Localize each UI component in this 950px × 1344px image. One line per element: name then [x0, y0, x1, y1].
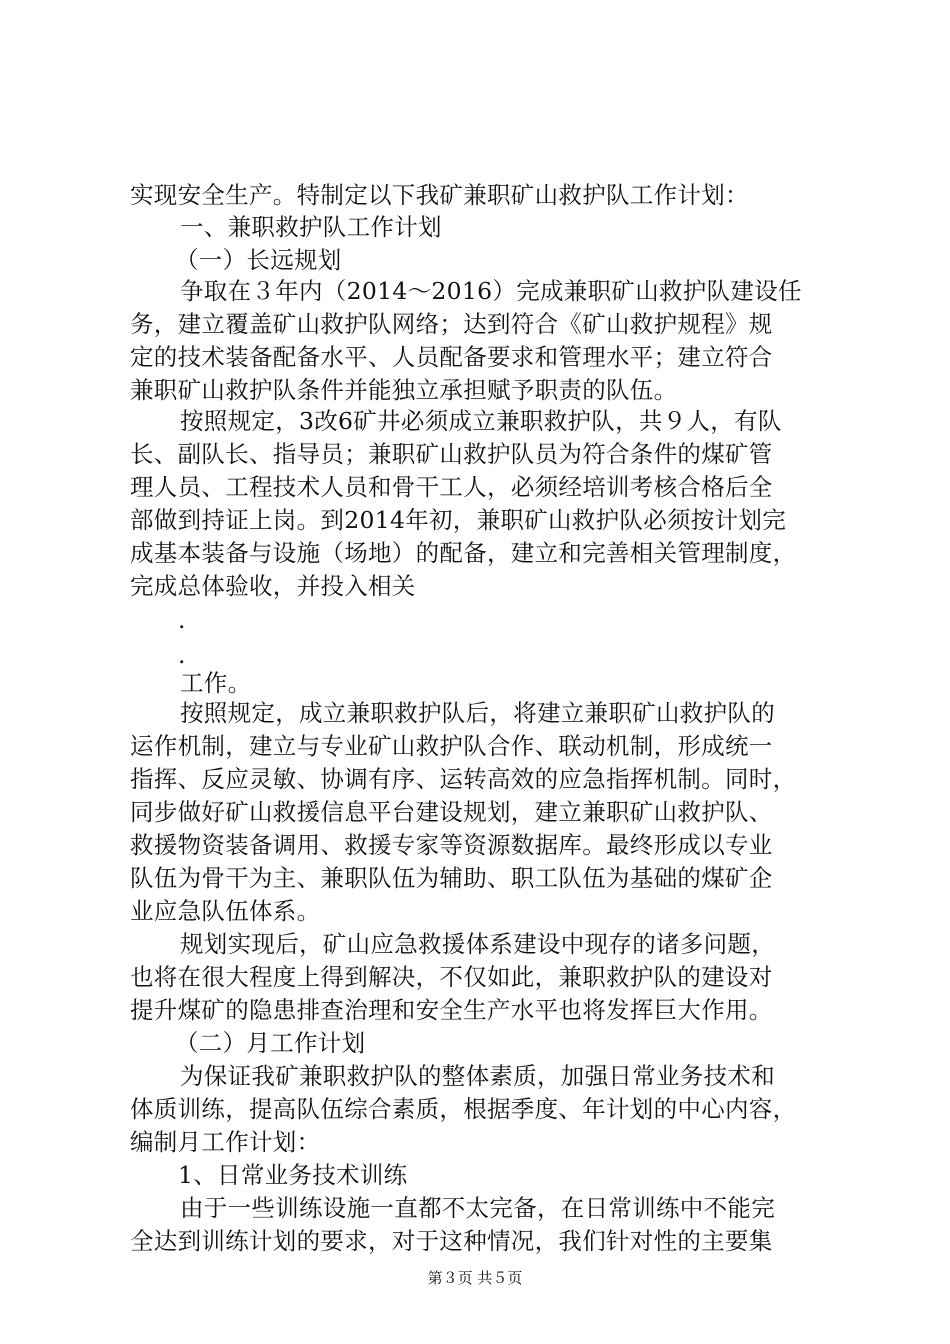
text-line: 理人员、工程技术人员和骨干工人，必须经培训考核合格后全 — [130, 473, 773, 501]
text-line: 指挥、反应灵敏、协调有序、运转高效的应急指挥机制。同时， — [130, 765, 797, 793]
text-line: 也将在很大程度上得到解决，不仅如此，兼职救护队的建设对 — [130, 963, 773, 991]
text-line: 完成总体验收，并投入相关 — [130, 572, 416, 600]
text-line: 长、副队长、指导员；兼职矿山救护队员为符合条件的煤矿管 — [130, 440, 773, 468]
text-line: 全达到训练计划的要求，对于这种情况，我们针对性的主要集 — [130, 1227, 773, 1255]
text-line: 一、兼职救护队工作计划 — [180, 213, 442, 241]
text-line: 业应急队伍体系。 — [130, 897, 321, 925]
page-footer: 第３页 共５页 — [427, 1269, 523, 1287]
text-line: 编制月工作计划： — [130, 1128, 321, 1156]
text-line: 争取在３年内（2014～2016）完成兼职矿山救护队建设任 — [180, 277, 802, 305]
text-line: 由于一些训练设施一直都不太完备，在日常训练中不能完 — [180, 1194, 775, 1222]
text-line: （二）月工作计划 — [175, 1029, 366, 1057]
text-line: 同步做好矿山救援信息平台建设规划，建立兼职矿山救护队、 — [130, 798, 773, 826]
text-line: 救援物资装备调用、救援专家等资源数据库。最终形成以专业 — [130, 831, 773, 859]
text-line: 按照规定，成立兼职救护队后，将建立兼职矿山救护队的 — [180, 699, 775, 727]
text-line: 按照规定，3改6矿井必须成立兼职救护队，共９人，有队 — [180, 407, 782, 435]
text-line: （一）长远规划 — [175, 246, 342, 274]
text-line: 实现安全生产。特制定以下我矿兼职矿山救护队工作计划： — [130, 181, 749, 209]
text-line: 部做到持证上岗。到2014年初，兼职矿山救护队必须按计划完 — [130, 506, 787, 534]
text-line: 队伍为骨干为主、兼职队伍为辅助、职工队伍为基础的煤矿企 — [130, 864, 773, 892]
text-line: 工作。 — [180, 669, 252, 697]
text-line: . — [178, 606, 186, 634]
text-line: 体质训练，提高队伍综合素质，根据季度、年计划的中心内容， — [130, 1095, 797, 1123]
text-line: 运作机制，建立与专业矿山救护队合作、联动机制，形成统一 — [130, 732, 773, 760]
text-line: 提升煤矿的隐患排查治理和安全生产水平也将发挥巨大作用。 — [130, 996, 773, 1024]
text-line: 成基本装备与设施（场地）的配备，建立和完善相关管理制度， — [130, 539, 797, 567]
text-line: 务，建立覆盖矿山救护队网络；达到符合《矿山救护规程》规 — [130, 310, 773, 338]
text-line: 定的技术装备配备水平、人员配备要求和管理水平；建立符合 — [130, 343, 773, 371]
text-line: 1、日常业务技术训练 — [178, 1161, 408, 1189]
text-line: 兼职矿山救护队条件并能独立承担赋予职责的队伍。 — [130, 376, 678, 404]
text-line: . — [178, 641, 186, 669]
text-line: 为保证我矿兼职救护队的整体素质，加强日常业务技术和 — [180, 1062, 775, 1090]
text-line: 规划实现后，矿山应急救援体系建设中现存的诸多问题， — [180, 930, 775, 958]
